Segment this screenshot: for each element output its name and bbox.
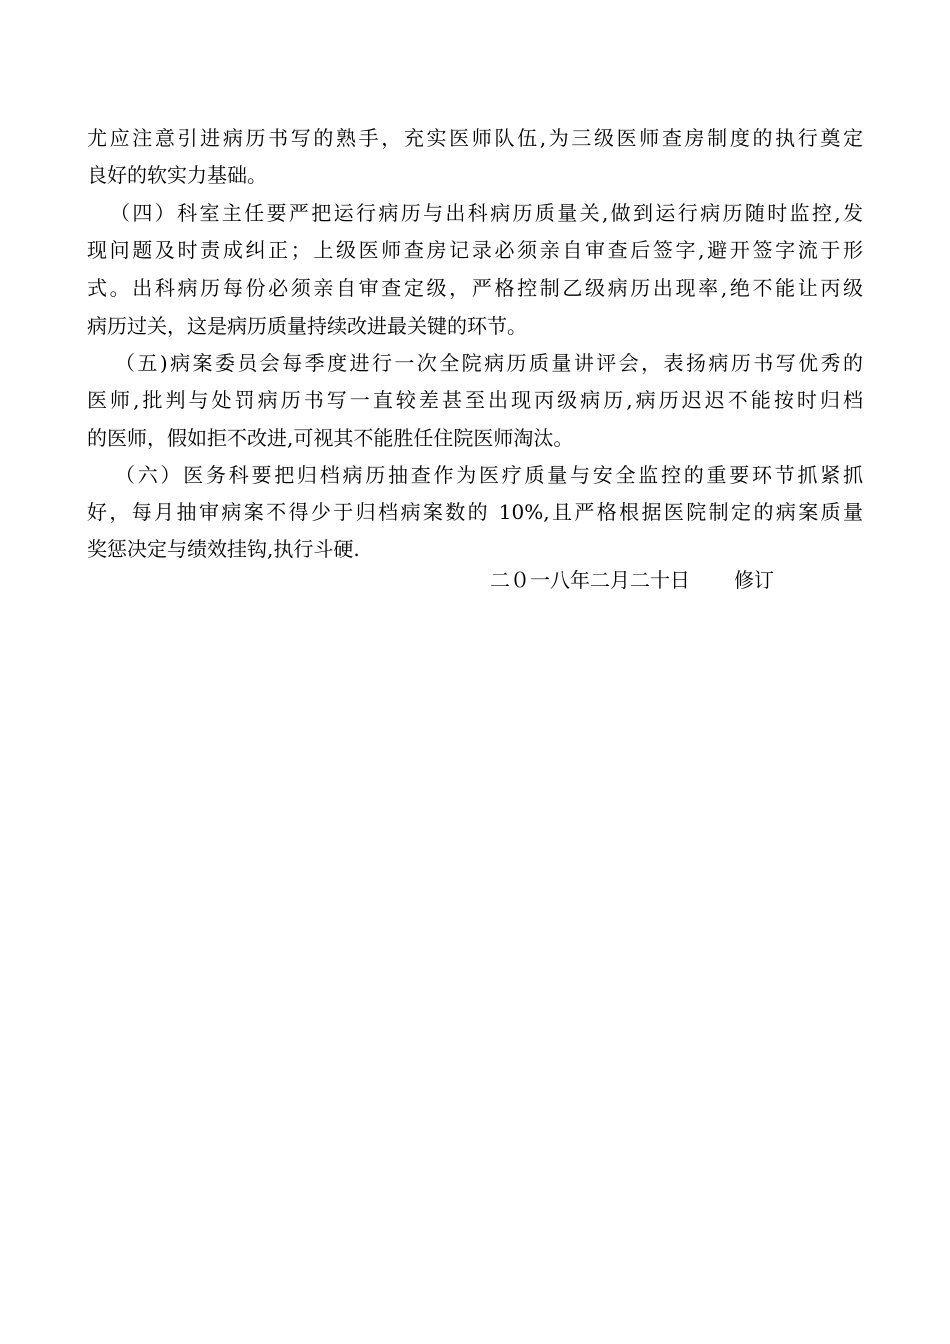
paragraph-3-line-2: 医师,批判与处罚病历书写一直较差甚至出现丙级病历,病历迟迟不能按时归档: [87, 388, 863, 412]
paragraph-2-line-3: 式。出科病历每份必须亲自审查定级，严格控制乙级病历出现率,绝不能让丙级: [87, 276, 863, 300]
revision-date: 二０一八年二月二十日: [490, 568, 690, 592]
paragraph-4-line-3: 奖惩决定与绩效挂钩,执行斗硬.: [87, 537, 360, 561]
paragraph-2-line-4: 病历过关，这是病历质量持续改进最关键的环节。: [87, 314, 527, 338]
paragraph-2-line-1: （四）科室主任要严把运行病历与出科病历质量关,做到运行病历随时监控,发: [110, 201, 863, 225]
paragraph-1-line-1: 尤应注意引进病历书写的熟手，充实医师队伍,为三级医师查房制度的执行奠定: [87, 126, 863, 150]
paragraph-4-line-2: 好，每月抽审病案不得少于归档病案数的 10%,且严格根据医院制定的病案质量: [87, 500, 863, 524]
revision-label: 修订: [734, 568, 774, 592]
revision-date-line: [490, 565, 774, 595]
paragraph-4-line-1: （六）医务科要把归档病历抽查作为医疗质量与安全监控的重要环节抓紧抓: [115, 463, 863, 487]
paragraph-2-line-2: 现问题及时责成纠正；上级医师查房记录必须亲自审查后签字,避开签字流于形: [87, 238, 863, 262]
paragraph-3-line-3: 的医师，假如拒不改进,可视其不能胜任住院医师淘汰。: [87, 426, 574, 450]
paragraph-1-line-2: 良好的软实力基础。: [87, 163, 267, 187]
paragraph-3-line-1: （五)病案委员会每季度进行一次全院病历质量讲评会，表扬病历书写优秀的: [115, 351, 863, 375]
